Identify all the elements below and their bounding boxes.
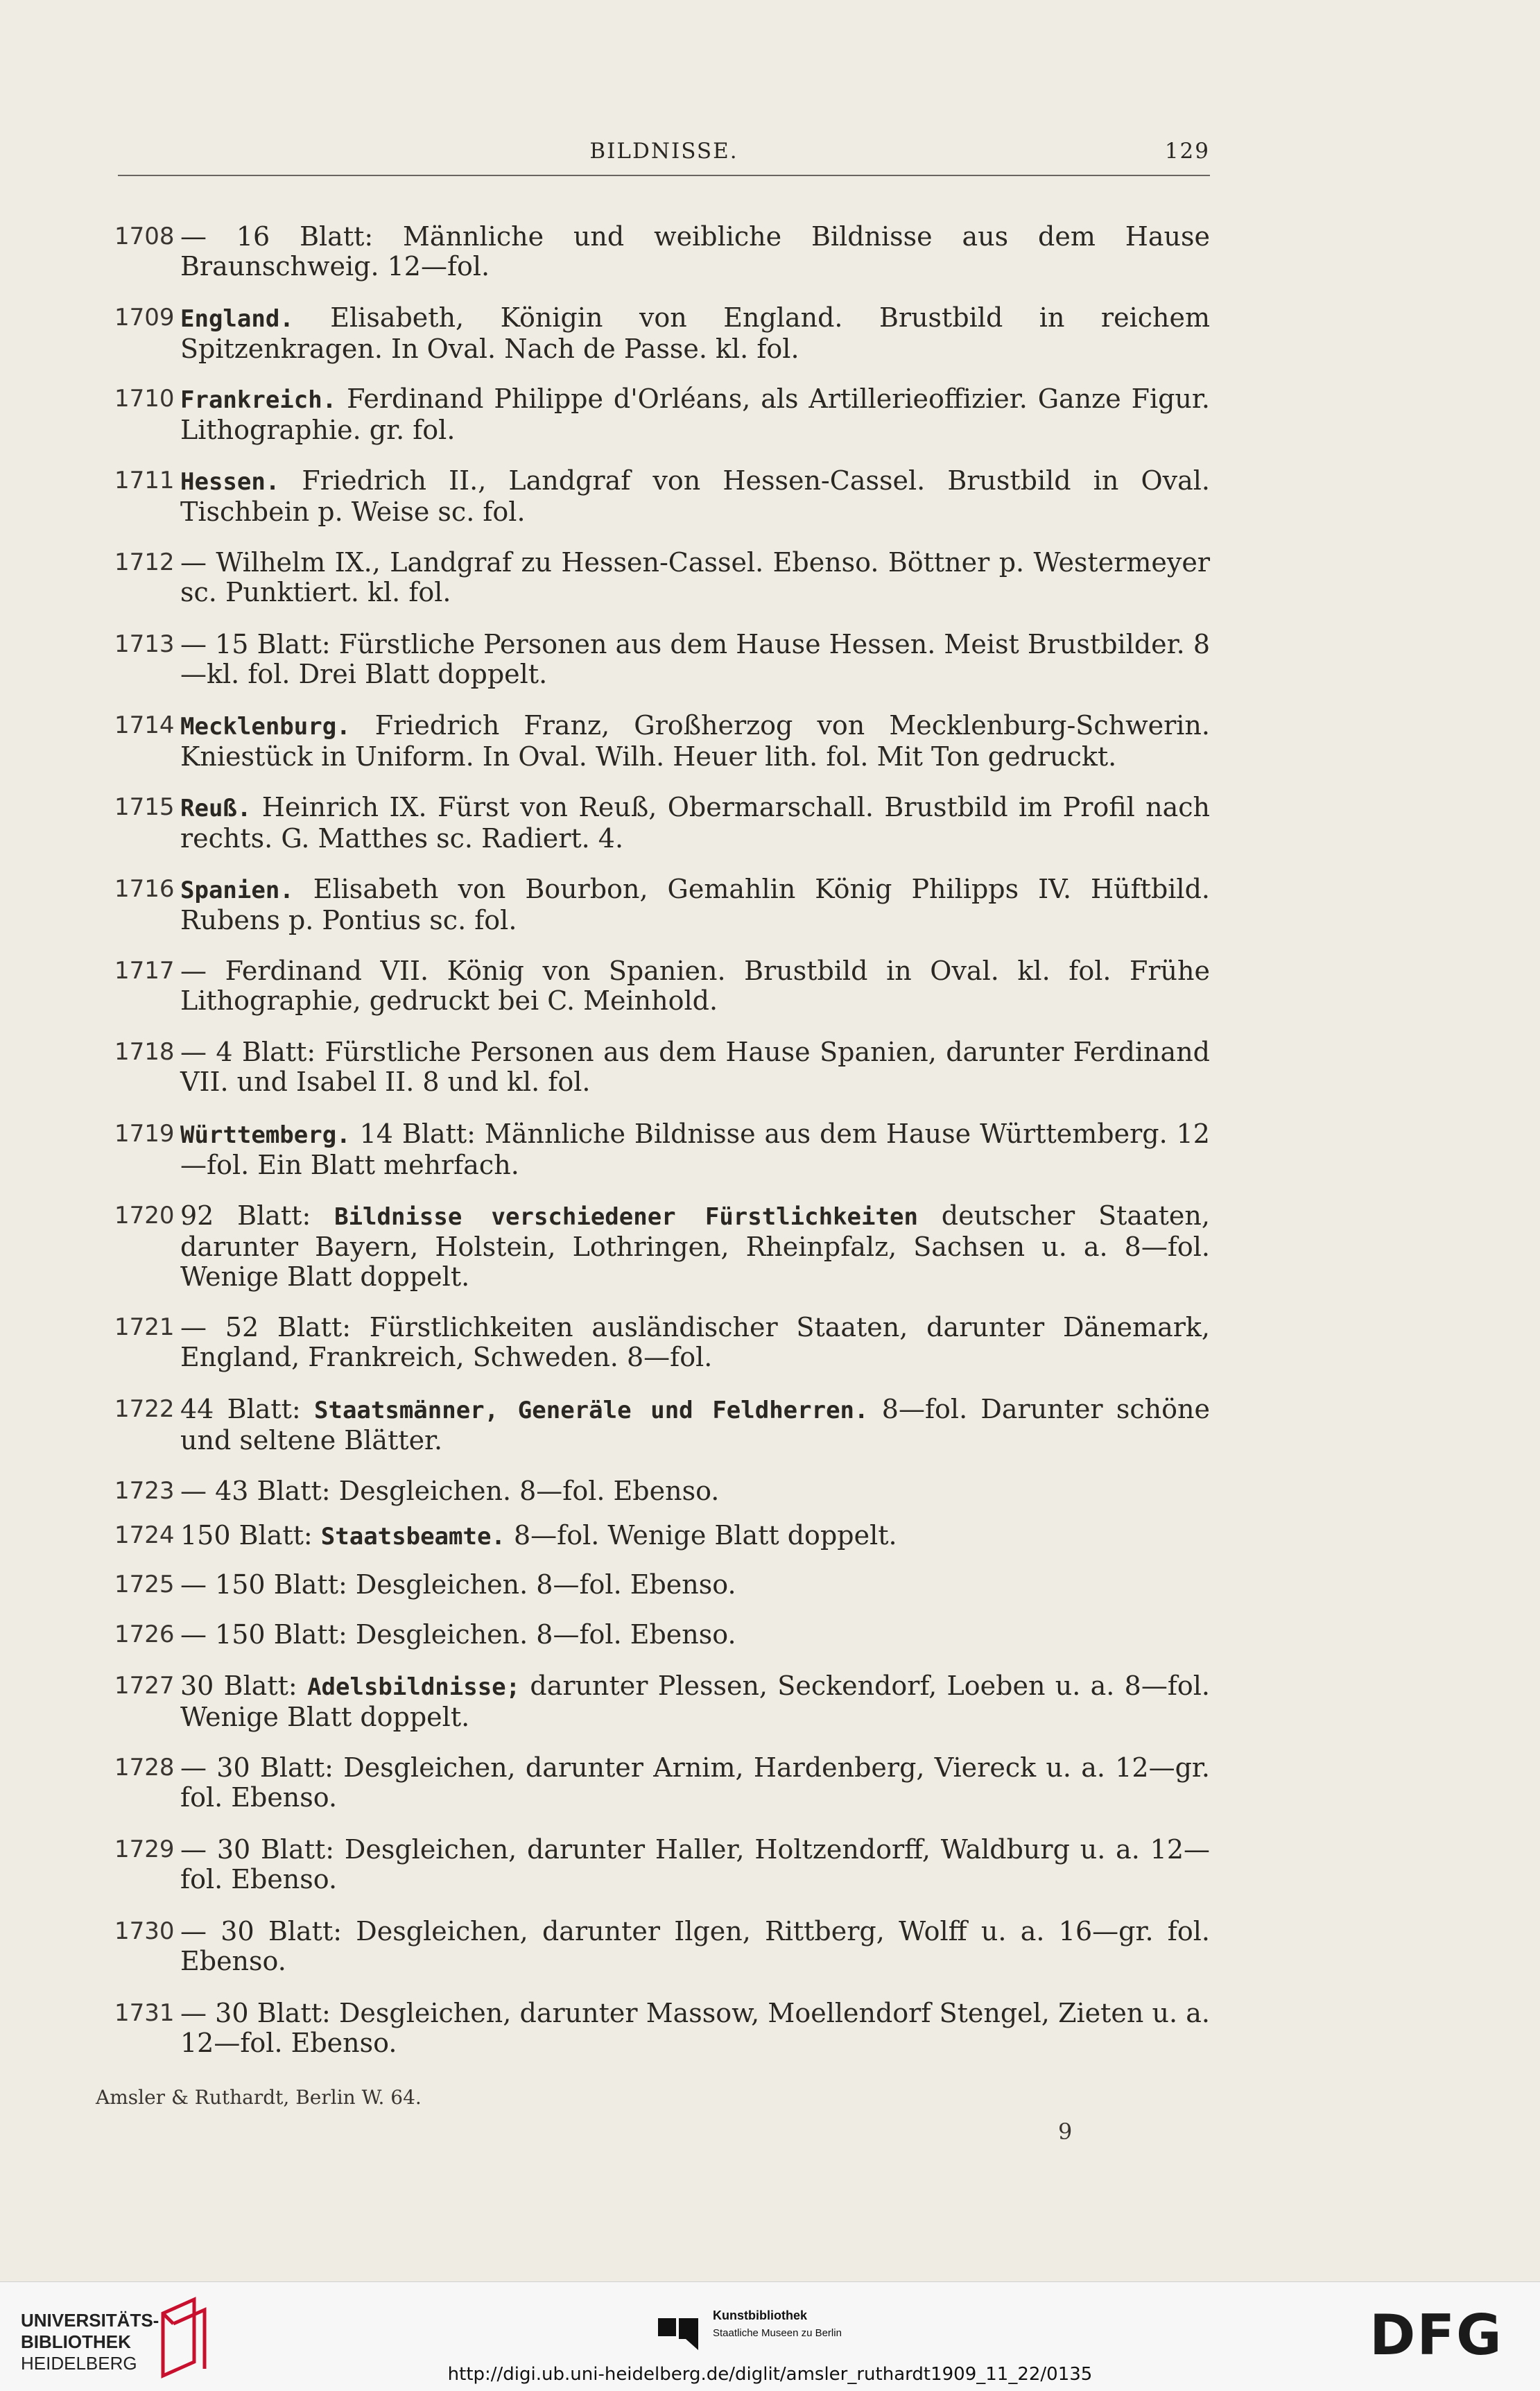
entry-keyword: Reuß. xyxy=(180,795,252,822)
catalog-entry xyxy=(114,1395,1210,1456)
entry-keyword: Staatsmänner, Generäle und Feldherren. xyxy=(314,1397,869,1424)
catalog-entry xyxy=(114,1620,1210,1650)
entry-keyword: Spanien. xyxy=(180,877,294,904)
entry-number: 1718 xyxy=(114,1038,175,1066)
entry-text: — 16 Blatt: Männliche und weibliche Bildnisse aus dem Hause Braunschweig. 12—fol. xyxy=(180,221,1210,282)
kb-name: Kunstbibliothek xyxy=(713,2308,807,2322)
entry-number: 1721 xyxy=(114,1313,175,1341)
entry-text: — 43 Blatt: Desgleichen. 8—fol. Ebenso. xyxy=(180,1476,720,1506)
running-head xyxy=(118,139,1210,176)
catalog-entry xyxy=(114,1521,1210,1552)
catalog-entry xyxy=(114,303,1210,364)
entry-keyword: Staatsbeamte. xyxy=(320,1523,505,1551)
entry-number: 1722 xyxy=(114,1395,175,1423)
catalog-entry xyxy=(114,630,1210,689)
entry-number: 1717 xyxy=(114,957,175,985)
catalog-entry xyxy=(114,1201,1210,1292)
entry-text: — 150 Blatt: Desgleichen. 8—fol. Ebenso. xyxy=(180,1569,736,1600)
entry-text: 30 Blatt: Adelsbildnisse; darunter Plessen, Seckendorf, Loeben u. a. 8—fol. Wenige Blatt doppelt. xyxy=(180,1671,1210,1732)
entry-text: Reuß. Heinrich IX. Fürst von Reuß, Obermarschall. Brustbild im Profil nach rechts. G. Matthes sc. Radiert. 4. xyxy=(180,792,1210,854)
catalog-entry xyxy=(114,1313,1210,1372)
entry-keyword: England. xyxy=(180,305,294,333)
ub-logo-line: HEIDELBERG xyxy=(21,2353,137,2374)
entry-text: 150 Blatt: Staatsbeamte. 8—fol. Wenige Blatt doppelt. xyxy=(180,1520,897,1551)
entry-number: 1724 xyxy=(114,1521,175,1549)
entry-keyword: Württemberg. xyxy=(180,1121,351,1149)
catalog-entry xyxy=(114,1835,1210,1894)
entry-text: England. Elisabeth, Königin von England. Brustbild in reichem Spitzenkragen. In Oval. Nach de Passe. kl. fol. xyxy=(180,302,1210,364)
entry-number: 1727 xyxy=(114,1672,175,1700)
signature-mark: 9 xyxy=(1058,2118,1073,2145)
entry-text: Frankreich. Ferdinand Philippe d'Orléans, als Artillerieoffizier. Ganze Figur. Lithographie. gr. fol. xyxy=(180,383,1210,445)
entry-number: 1708 xyxy=(114,223,175,250)
entry-number: 1723 xyxy=(114,1477,175,1505)
entry-text: 92 Blatt: Bildnisse verschiedener Fürstlichkeiten deutscher Staaten, darunter Bayern, Holstein, Lothringen, Rheinpfalz, Sachsen u. a. 8—fol. Wenige Blatt doppelt. xyxy=(180,1200,1210,1292)
entry-keyword: Adelsbildnisse; xyxy=(307,1673,521,1701)
entry-keyword: Bildnisse verschiedener Fürstlichkeiten xyxy=(334,1203,918,1231)
entry-number: 1714 xyxy=(114,711,175,739)
catalog-entry xyxy=(114,548,1210,607)
page-number: 129 xyxy=(1164,139,1210,164)
catalog-entry xyxy=(114,1037,1210,1097)
catalog-entry xyxy=(114,1917,1210,1976)
entry-keyword: Hessen. xyxy=(180,468,280,496)
permalink-url[interactable]: http://digi.ub.uni-heidelberg.de/diglit/amsler_ruthardt1909_11_22/0135 xyxy=(447,2364,1093,2385)
catalog-entry xyxy=(114,874,1210,935)
kunstbibliothek-icon xyxy=(655,2311,704,2360)
entry-text: — 150 Blatt: Desgleichen. 8—fol. Ebenso. xyxy=(180,1619,736,1650)
entry-text: 44 Blatt: Staatsmänner, Generäle und Feldherren. 8—fol. Darunter schöne und seltene Blätter. xyxy=(180,1394,1210,1456)
publisher-line: Amsler & Ruthardt, Berlin W. 64. xyxy=(96,2086,422,2109)
catalog-entry xyxy=(114,222,1210,282)
entry-number: 1731 xyxy=(114,1999,175,2027)
entry-text: Württemberg. 14 Blatt: Männliche Bildnisse aus dem Hause Württemberg. 12—fol. Ein Blatt mehrfach. xyxy=(180,1119,1210,1180)
catalog-entry xyxy=(114,466,1210,527)
entry-number: 1719 xyxy=(114,1120,175,1148)
entry-number: 1711 xyxy=(114,467,175,494)
entry-number: 1729 xyxy=(114,1836,175,1863)
kunstbibliothek-logo[interactable] xyxy=(713,2308,842,2339)
entry-number: 1713 xyxy=(114,630,175,658)
catalog-entry xyxy=(114,1476,1210,1506)
entry-number: 1712 xyxy=(114,549,175,576)
catalog-entry xyxy=(114,384,1210,445)
entry-number: 1709 xyxy=(114,304,175,331)
entry-number: 1728 xyxy=(114,1754,175,1781)
ub-logo-line: BIBLIOTHEK xyxy=(21,2331,131,2352)
catalog-entry xyxy=(114,1119,1210,1180)
entry-text: Hessen. Friedrich II., Landgraf von Hessen-Cassel. Brustbild in Oval. Tischbein p. Weise sc. fol. xyxy=(180,465,1210,527)
entry-keyword: Frankreich. xyxy=(180,386,337,414)
entry-number: 1710 xyxy=(114,385,175,413)
entry-number: 1720 xyxy=(114,1202,175,1229)
catalog-entry xyxy=(114,1570,1210,1600)
entry-text: Mecklenburg. Friedrich Franz, Großherzog von Mecklenburg-Schwerin. Kniestück in Uniform. In Oval. Wilh. Heuer lith. fol. Mit Ton gedruckt. xyxy=(180,710,1210,772)
viewer-footer xyxy=(0,2281,1540,2391)
entry-text: — 30 Blatt: Desgleichen, darunter Arnim, Hardenberg, Viereck u. a. 12—gr. fol. Ebenso. xyxy=(180,1752,1210,1813)
dfg-logo[interactable]: DFG xyxy=(1369,2303,1503,2367)
entry-text: — Ferdinand VII. König von Spanien. Brustbild in Oval. kl. fol. Frühe Lithographie, gedruckt bei C. Meinhold. xyxy=(180,956,1210,1016)
entry-number: 1726 xyxy=(114,1621,175,1648)
entry-text: — 30 Blatt: Desgleichen, darunter Ilgen, Rittberg, Wolff u. a. 16—gr. fol. Ebenso. xyxy=(180,1916,1210,1976)
catalog-entry xyxy=(114,1999,1210,2058)
entry-number: 1715 xyxy=(114,793,175,821)
catalog-entry xyxy=(114,711,1210,772)
entry-text: Spanien. Elisabeth von Bourbon, Gemahlin König Philipps IV. Hüftbild. Rubens p. Pontius sc. fol. xyxy=(180,874,1210,935)
catalog-entry xyxy=(114,1753,1210,1813)
entry-text: — 30 Blatt: Desgleichen, darunter Massow, Moellendorf Stengel, Zieten u. a. 12—fol. Ebenso. xyxy=(180,1998,1210,2058)
entry-number: 1716 xyxy=(114,875,175,903)
entry-text: — Wilhelm IX., Landgraf zu Hessen-Cassel. Ebenso. Böttner p. Westermeyer sc. Punktiert. kl. fol. xyxy=(180,547,1210,607)
entry-number: 1730 xyxy=(114,1917,175,1945)
catalog-entry xyxy=(114,793,1210,854)
ub-logo-line: UNIVERSITÄTS- xyxy=(21,2310,159,2331)
catalog-entry xyxy=(114,1671,1210,1732)
entry-keyword: Mecklenburg. xyxy=(180,713,351,741)
running-head-title: BILDNISSE. xyxy=(589,139,738,164)
entry-text: — 30 Blatt: Desgleichen, darunter Haller, Holtzendorff, Waldburg u. a. 12—fol. Ebenso. xyxy=(180,1834,1210,1894)
entry-text: — 52 Blatt: Fürstlichkeiten ausländischer Staaten, darunter Dänemark, England, Frankreich, Schweden. 8—fol. xyxy=(180,1312,1210,1372)
entry-number: 1725 xyxy=(114,1571,175,1598)
entry-text: — 4 Blatt: Fürstliche Personen aus dem Hause Spanien, darunter Ferdinand VII. und Isabel II. 8 und kl. fol. xyxy=(180,1037,1210,1097)
entry-text: — 15 Blatt: Fürstliche Personen aus dem Hause Hessen. Meist Brustbilder. 8—kl. fol. Drei Blatt doppelt. xyxy=(180,629,1210,689)
catalog-entry xyxy=(114,956,1210,1016)
kb-subtitle: Staatliche Museen zu Berlin xyxy=(713,2327,842,2339)
